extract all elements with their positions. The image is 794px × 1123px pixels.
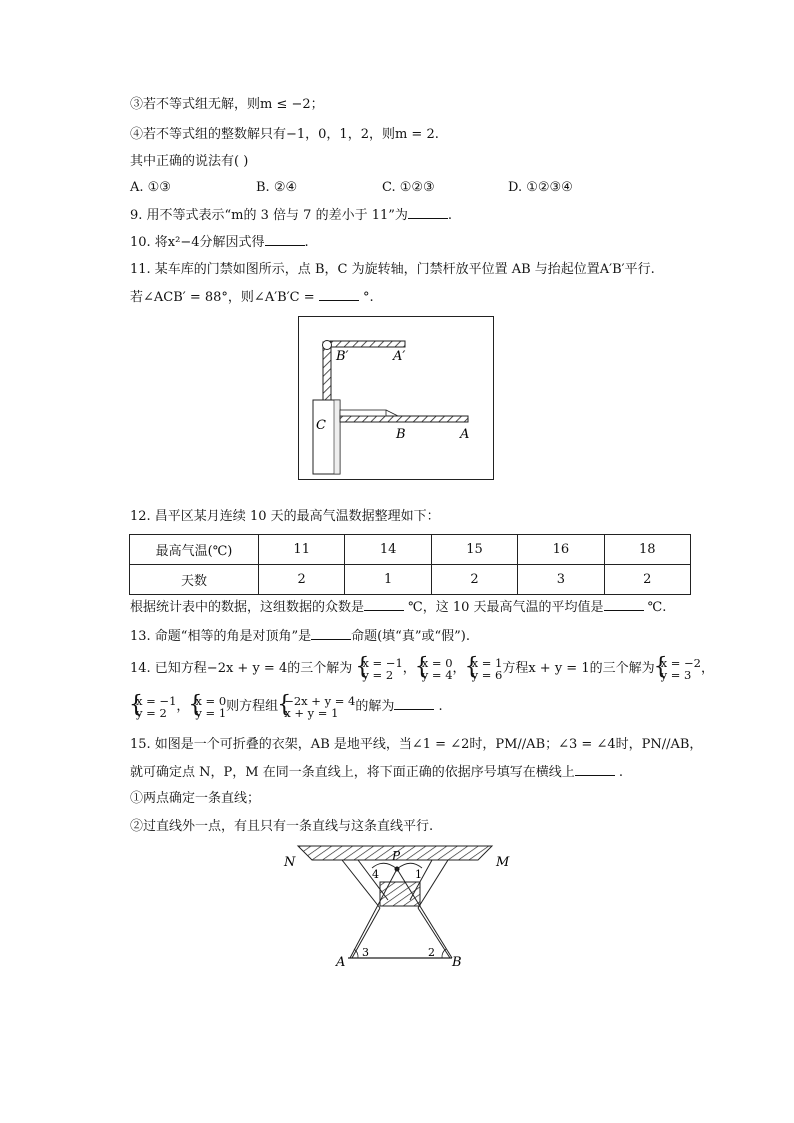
label-c: C	[316, 418, 326, 433]
table-cell: 15	[431, 535, 517, 565]
label-p: P	[392, 849, 401, 863]
question-9-tail: .	[447, 208, 453, 223]
equation: y = 6	[471, 667, 503, 682]
question-14-line2: { x = −1 y = 2 ， { x = 0 y = 1 则方程组 { −2x + y = 4 x + y = 1 的解为 .	[130, 692, 443, 722]
label-n: N	[284, 855, 296, 870]
table-cell: 3	[518, 565, 604, 595]
question-10	[130, 233, 309, 252]
table-cell: 1	[345, 565, 431, 595]
question-10-tail: .	[304, 235, 309, 250]
equation: y = 3	[660, 667, 692, 682]
question-prompt: 其中正确的说法有( )	[130, 154, 249, 169]
gate-figure	[298, 316, 494, 480]
equation-system	[416, 657, 453, 681]
label-a: A	[460, 427, 470, 442]
equation-system	[356, 657, 402, 681]
equation: y = 2	[136, 705, 167, 720]
text-span: 命题(填“真”或“假”).	[351, 629, 470, 644]
equation: { x = 1	[471, 655, 503, 670]
text-span: 根据统计表中的数据，这组数据的众数是	[130, 600, 365, 615]
answer-blank[interactable]	[319, 288, 359, 301]
option-c: C. ①②③	[382, 180, 435, 195]
answer-blank[interactable]	[364, 598, 404, 611]
equation: { x = −1	[136, 693, 177, 708]
table-header-cell: 天数	[130, 565, 259, 595]
text-span: ℃.	[647, 600, 667, 615]
answer-blank[interactable]	[265, 233, 305, 246]
option-a: A. ①③	[130, 180, 171, 195]
question-12: 12. 昌平区某月连续 10 天的最高气温数据整理如下：	[130, 509, 440, 524]
table-row	[130, 565, 691, 595]
answer-blank[interactable]	[408, 206, 448, 219]
text-span: 则方程组	[226, 699, 279, 714]
equation: { x = 0	[195, 693, 227, 708]
label-m: M	[496, 855, 510, 870]
statement-3: ③若不等式组无解，则m ≤ −2；	[130, 97, 324, 112]
question-10-text: 10. 将x²−4分解因式得	[130, 235, 265, 250]
table-cell: 18	[604, 535, 690, 565]
text-span: 13. 命题“相等的角是对顶角”是	[130, 629, 312, 644]
equation: y = 4	[421, 667, 453, 682]
text-span: 的解为	[355, 699, 395, 714]
equation: { x = 0	[421, 655, 453, 670]
text-span: 就可确定点 N，P，M 在同一条直线上，将下面正确的依据序号填写在横线上	[130, 765, 575, 780]
question-11-tail: °.	[362, 290, 374, 305]
label-b: B	[452, 955, 462, 970]
question-15-line2	[130, 763, 623, 782]
answer-blank[interactable]	[575, 763, 615, 776]
text-span: 方程x + y = 1的三个解为	[502, 661, 655, 676]
answer-blank[interactable]	[394, 697, 434, 710]
text-span: 14. 已知方程−2x + y = 4的三个解为	[130, 661, 353, 676]
equation: { x = −2	[660, 655, 701, 670]
equation-system	[655, 657, 701, 681]
label-b: B	[396, 427, 406, 442]
question-9-text: 9. 用不等式表示“m的 3 倍与 7 的差小于 11”为	[130, 208, 408, 223]
table-cell: 2	[431, 565, 517, 595]
question-12-after	[130, 598, 666, 617]
table-cell: 16	[518, 535, 604, 565]
question-11-text: 若∠ACB′ = 88°，则∠A′B′C =	[130, 290, 315, 305]
equation: x + y = 1	[284, 705, 339, 720]
answer-blank[interactable]	[604, 598, 644, 611]
label-1: 1	[415, 868, 422, 881]
table-cell: 2	[604, 565, 690, 595]
equation-system	[189, 695, 226, 719]
table-header-cell: 最高气温(℃)	[130, 535, 259, 565]
equation: y = 1	[195, 705, 227, 720]
equation-system	[130, 695, 176, 719]
label-a-prime: A′	[393, 349, 406, 364]
label-2: 2	[428, 946, 435, 959]
equation-system	[278, 695, 355, 719]
reason-1: ①两点确定一条直线；	[130, 791, 261, 806]
answer-blank[interactable]	[311, 627, 351, 640]
question-11-line1: 11. 某车库的门禁如图所示，点 B，C 为旋转轴，门禁杆放平位置 AB 与抬起位置A′B′平行.	[130, 262, 655, 277]
label-3: 3	[362, 946, 369, 959]
equation-system	[466, 657, 503, 681]
question-11-line2	[130, 288, 374, 307]
table-cell: 14	[345, 535, 431, 565]
question-15-line1: 15. 如图是一个可折叠的衣架，AB 是地平线，当∠1 = ∠2时，PM//AB；∠3 = ∠4时，PN//AB，	[130, 737, 703, 752]
equation: { x = −1	[362, 655, 403, 670]
label-b-prime: B′	[336, 349, 349, 364]
option-b: B. ②④	[256, 180, 298, 195]
table-row	[130, 535, 691, 565]
equation: y = 2	[362, 667, 394, 682]
statement-4: ④若不等式组的整数解只有−1，0，1，2，则m = 2.	[130, 127, 439, 142]
option-d: D. ①②③④	[508, 180, 573, 195]
table-cell: 2	[259, 565, 345, 595]
question-9	[130, 206, 452, 225]
text-span: ℃，这 10 天最高气温的平均值是	[408, 600, 604, 615]
question-14-line1: 14. 已知方程−2x + y = 4的三个解为 { x = −1 y = 2 ， { x = 0 y = 4 ， { x = 1 y = 6 方程x + y = 1的三个解为 { x = −2 y = 3 ，	[130, 654, 714, 684]
reason-2: ②过直线外一点，有且只有一条直线与这条直线平行.	[130, 819, 434, 834]
clothes-rack-figure	[280, 838, 520, 970]
text-span: .	[438, 699, 443, 714]
question-13	[130, 627, 470, 646]
text-span: .	[618, 765, 623, 780]
table-cell: 11	[259, 535, 345, 565]
equation: { −2x + y = 4	[284, 693, 356, 708]
temperature-table	[129, 534, 691, 595]
label-a: A	[336, 955, 346, 970]
label-4: 4	[372, 868, 379, 881]
